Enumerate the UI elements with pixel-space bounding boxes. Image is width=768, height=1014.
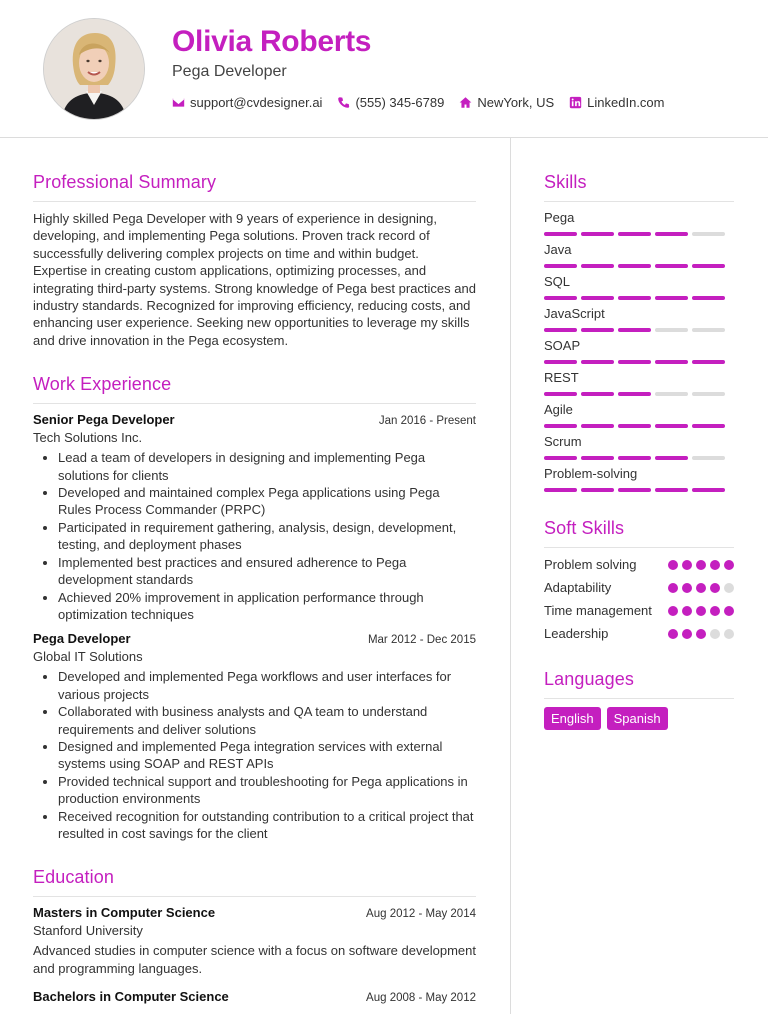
column-divider — [510, 138, 511, 1014]
home-icon — [459, 96, 472, 109]
job-bullet: • Lead a team of developers in designing and implementing Pega solutions for clients — [58, 449, 476, 484]
soft-skill-item — [544, 579, 734, 597]
skill-level-segment — [618, 360, 651, 364]
skill-level-segment — [655, 456, 688, 460]
experience-heading: Work Experience — [33, 374, 476, 404]
skill-item — [544, 210, 734, 236]
soft-skill-rating — [668, 560, 734, 570]
job-list — [33, 412, 476, 842]
skill-level-segment — [581, 328, 614, 332]
summary-text: Highly skilled Pega Developer with 9 years of experience in designing, developing, and implementing Pega solutions. Proven track record of successfully delivering complex projects on time and within budget. Expertise in creating custom applications, optimizing processes, and integrating third-party systems. Strong knowledge of Pega best practices and industry standards. Recognized for improving efficiency, reducing costs, and enhancing user experience. Seeking new opportunities to leverage my skills and drive innovation in the Pega ecosystem. — [33, 211, 476, 348]
skill-level-segment — [581, 264, 614, 268]
skill-name: SOAP — [544, 338, 581, 353]
soft-skill-rating — [668, 583, 734, 593]
skill-level-segment — [618, 296, 651, 300]
rating-dot — [668, 606, 678, 616]
job-bullet: • Designed and implemented Pega integration services with external systems using SOAP and REST APIs — [58, 738, 476, 773]
job-bullet: • Received recognition for outstanding contribution to a critical project that resulted in cost savings for the client — [58, 808, 476, 843]
skill-level-segment — [655, 328, 688, 332]
skill-name: Scrum — [544, 434, 582, 449]
mail-icon — [172, 96, 185, 109]
job-entry — [33, 412, 476, 623]
rating-dot — [668, 629, 678, 639]
skill-level-segment — [544, 232, 577, 236]
skill-level-bar — [544, 328, 734, 332]
skill-level-segment — [581, 424, 614, 428]
profile-photo — [43, 18, 145, 120]
skill-item — [544, 370, 734, 396]
job-bullets — [33, 449, 476, 623]
rating-dot — [696, 560, 706, 570]
education-heading: Education — [33, 867, 476, 897]
skill-level-segment — [544, 264, 577, 268]
skill-level-segment — [618, 232, 651, 236]
soft-skill-name: Leadership — [544, 626, 609, 641]
education-list — [33, 905, 476, 1004]
contact-location-text: NewYork, US — [477, 95, 555, 110]
contact-linkedin-text: LinkedIn.com — [587, 95, 665, 110]
skill-name: Problem-solving — [544, 466, 638, 481]
profile-photo-icon — [44, 19, 144, 119]
skill-level-segment — [655, 232, 688, 236]
contact-list — [172, 95, 680, 110]
language-badge: English — [544, 707, 601, 730]
soft-skill-name: Time management — [544, 603, 652, 618]
rating-dot — [710, 583, 720, 593]
job-bullet: • Participated in requirement gathering, analysis, design, development, testing, and deployment phases — [58, 519, 476, 554]
skill-name: REST — [544, 370, 579, 385]
job-bullet: • Developed and maintained complex Pega applications using Pega Rules Process Commander (PRPC) — [58, 484, 476, 519]
candidate-name: Olivia Roberts — [172, 25, 372, 58]
soft-skill-item — [544, 602, 734, 620]
skill-level-segment — [692, 424, 725, 428]
skill-name: Java — [544, 242, 572, 257]
skill-item — [544, 274, 734, 300]
rating-dot — [682, 629, 692, 639]
soft-skill-item — [544, 625, 734, 643]
job-company: Tech Solutions Inc. — [33, 430, 143, 446]
rating-dot — [710, 629, 720, 639]
skill-level-bar — [544, 456, 734, 460]
rating-dot — [724, 560, 734, 570]
skill-item — [544, 402, 734, 428]
skill-level-bar — [544, 424, 734, 428]
soft-skill-rating — [668, 629, 734, 639]
job-entry — [33, 631, 476, 842]
job-date: Jan 2016 - Present — [378, 415, 476, 428]
resume-header — [0, 0, 768, 138]
job-bullets — [33, 668, 476, 842]
skill-level-segment — [655, 296, 688, 300]
rating-dot — [668, 560, 678, 570]
skill-level-segment — [581, 296, 614, 300]
skill-name: Pega — [544, 210, 575, 225]
skill-level-bar — [544, 232, 734, 236]
skill-level-segment — [544, 328, 577, 332]
job-bullet: • Developed and implemented Pega workflows and user interfaces for various projects — [58, 668, 476, 703]
skill-level-segment — [692, 392, 725, 396]
education-date: Aug 2008 - May 2012 — [366, 992, 476, 1005]
skill-level-segment — [544, 296, 577, 300]
contact-linkedin[interactable] — [569, 95, 664, 110]
soft-skills-list — [544, 556, 734, 643]
skill-level-segment — [618, 456, 651, 460]
education-entry — [33, 989, 476, 1004]
skill-level-segment — [581, 392, 614, 396]
soft-skill-name: Adaptability — [544, 580, 612, 595]
job-bullet: • Collaborated with business analysts and QA team to understand requirements and deliver solutions — [58, 703, 476, 738]
skill-item — [544, 466, 734, 492]
skill-level-bar — [544, 392, 734, 396]
education-entry — [33, 905, 476, 977]
skill-level-segment — [544, 488, 577, 492]
skill-level-segment — [655, 264, 688, 268]
job-bullet: • Implemented best practices and ensured adherence to Pega development standards — [58, 554, 476, 589]
skill-name: SQL — [544, 274, 571, 289]
skill-level-segment — [581, 488, 614, 492]
education-degree: Bachelors in Computer Science — [33, 989, 229, 1005]
summary-heading: Professional Summary — [33, 172, 476, 202]
rating-dot — [724, 606, 734, 616]
soft-skill-item — [544, 556, 734, 574]
rating-dot — [682, 583, 692, 593]
skill-level-segment — [692, 360, 725, 364]
skill-level-segment — [618, 328, 651, 332]
education-school: Stanford University — [33, 923, 143, 939]
skill-level-segment — [692, 488, 725, 492]
job-bullet: • Achieved 20% improvement in application performance through optimization techniques — [58, 589, 476, 624]
contact-phone[interactable] — [337, 95, 444, 110]
skills-list — [544, 210, 734, 492]
skill-level-segment — [581, 232, 614, 236]
job-header — [33, 631, 476, 646]
skill-level-segment — [618, 264, 651, 268]
skill-item — [544, 306, 734, 332]
job-date: Mar 2012 - Dec 2015 — [367, 634, 476, 647]
languages-heading: Languages — [544, 669, 734, 699]
skill-level-bar — [544, 264, 734, 268]
phone-icon — [337, 96, 350, 109]
soft-skill-name: Problem solving — [544, 557, 637, 572]
job-role: Pega Developer — [33, 631, 131, 647]
side-column — [544, 172, 734, 730]
skill-level-segment — [618, 424, 651, 428]
skill-name: JavaScript — [544, 306, 605, 321]
rating-dot — [724, 629, 734, 639]
education-description: Advanced studies in computer science with a focus on software development and programming languages. — [33, 943, 476, 976]
soft-skill-rating — [668, 606, 734, 616]
languages-list — [544, 707, 734, 730]
rating-dot — [696, 629, 706, 639]
rating-dot — [682, 560, 692, 570]
skill-level-bar — [544, 360, 734, 364]
skill-level-segment — [692, 456, 725, 460]
soft-skills-heading: Soft Skills — [544, 518, 734, 548]
skill-level-segment — [544, 424, 577, 428]
skill-level-segment — [581, 456, 614, 460]
job-company: Global IT Solutions — [33, 649, 143, 665]
education-header — [33, 905, 476, 920]
skill-level-segment — [618, 488, 651, 492]
contact-email-text: support@cvdesigner.ai — [190, 95, 323, 110]
rating-dot — [724, 583, 734, 593]
skill-item — [544, 338, 734, 364]
rating-dot — [710, 606, 720, 616]
skill-level-segment — [692, 328, 725, 332]
skill-level-bar — [544, 296, 734, 300]
rating-dot — [668, 583, 678, 593]
skill-level-segment — [544, 456, 577, 460]
candidate-title: Pega Developer — [172, 63, 287, 80]
skill-item — [544, 434, 734, 460]
education-date: Aug 2012 - May 2014 — [366, 908, 476, 921]
job-role: Senior Pega Developer — [33, 412, 175, 428]
rating-dot — [696, 606, 706, 616]
contact-email[interactable] — [172, 95, 322, 110]
skill-level-segment — [544, 360, 577, 364]
skill-level-segment — [692, 264, 725, 268]
skill-level-segment — [655, 392, 688, 396]
contact-phone-text: (555) 345-6789 — [355, 95, 445, 110]
language-badge: Spanish — [607, 707, 668, 730]
rating-dot — [710, 560, 720, 570]
job-bullet: • Provided technical support and troubleshooting for Pega applications in production environments — [58, 773, 476, 808]
education-header — [33, 989, 476, 1004]
contact-location — [459, 95, 554, 110]
skill-level-segment — [544, 392, 577, 396]
skill-level-segment — [692, 296, 725, 300]
rating-dot — [682, 606, 692, 616]
skill-level-segment — [692, 232, 725, 236]
main-column — [33, 172, 476, 1004]
skill-level-segment — [655, 424, 688, 428]
skill-level-segment — [655, 488, 688, 492]
skill-level-segment — [655, 360, 688, 364]
skills-heading: Skills — [544, 172, 734, 202]
skill-level-segment — [618, 392, 651, 396]
skill-level-bar — [544, 488, 734, 492]
skill-item — [544, 242, 734, 268]
job-header — [33, 412, 476, 427]
education-degree: Masters in Computer Science — [33, 905, 216, 921]
rating-dot — [696, 583, 706, 593]
linkedin-icon — [569, 96, 582, 109]
skill-level-segment — [581, 360, 614, 364]
skill-name: Agile — [544, 402, 573, 417]
